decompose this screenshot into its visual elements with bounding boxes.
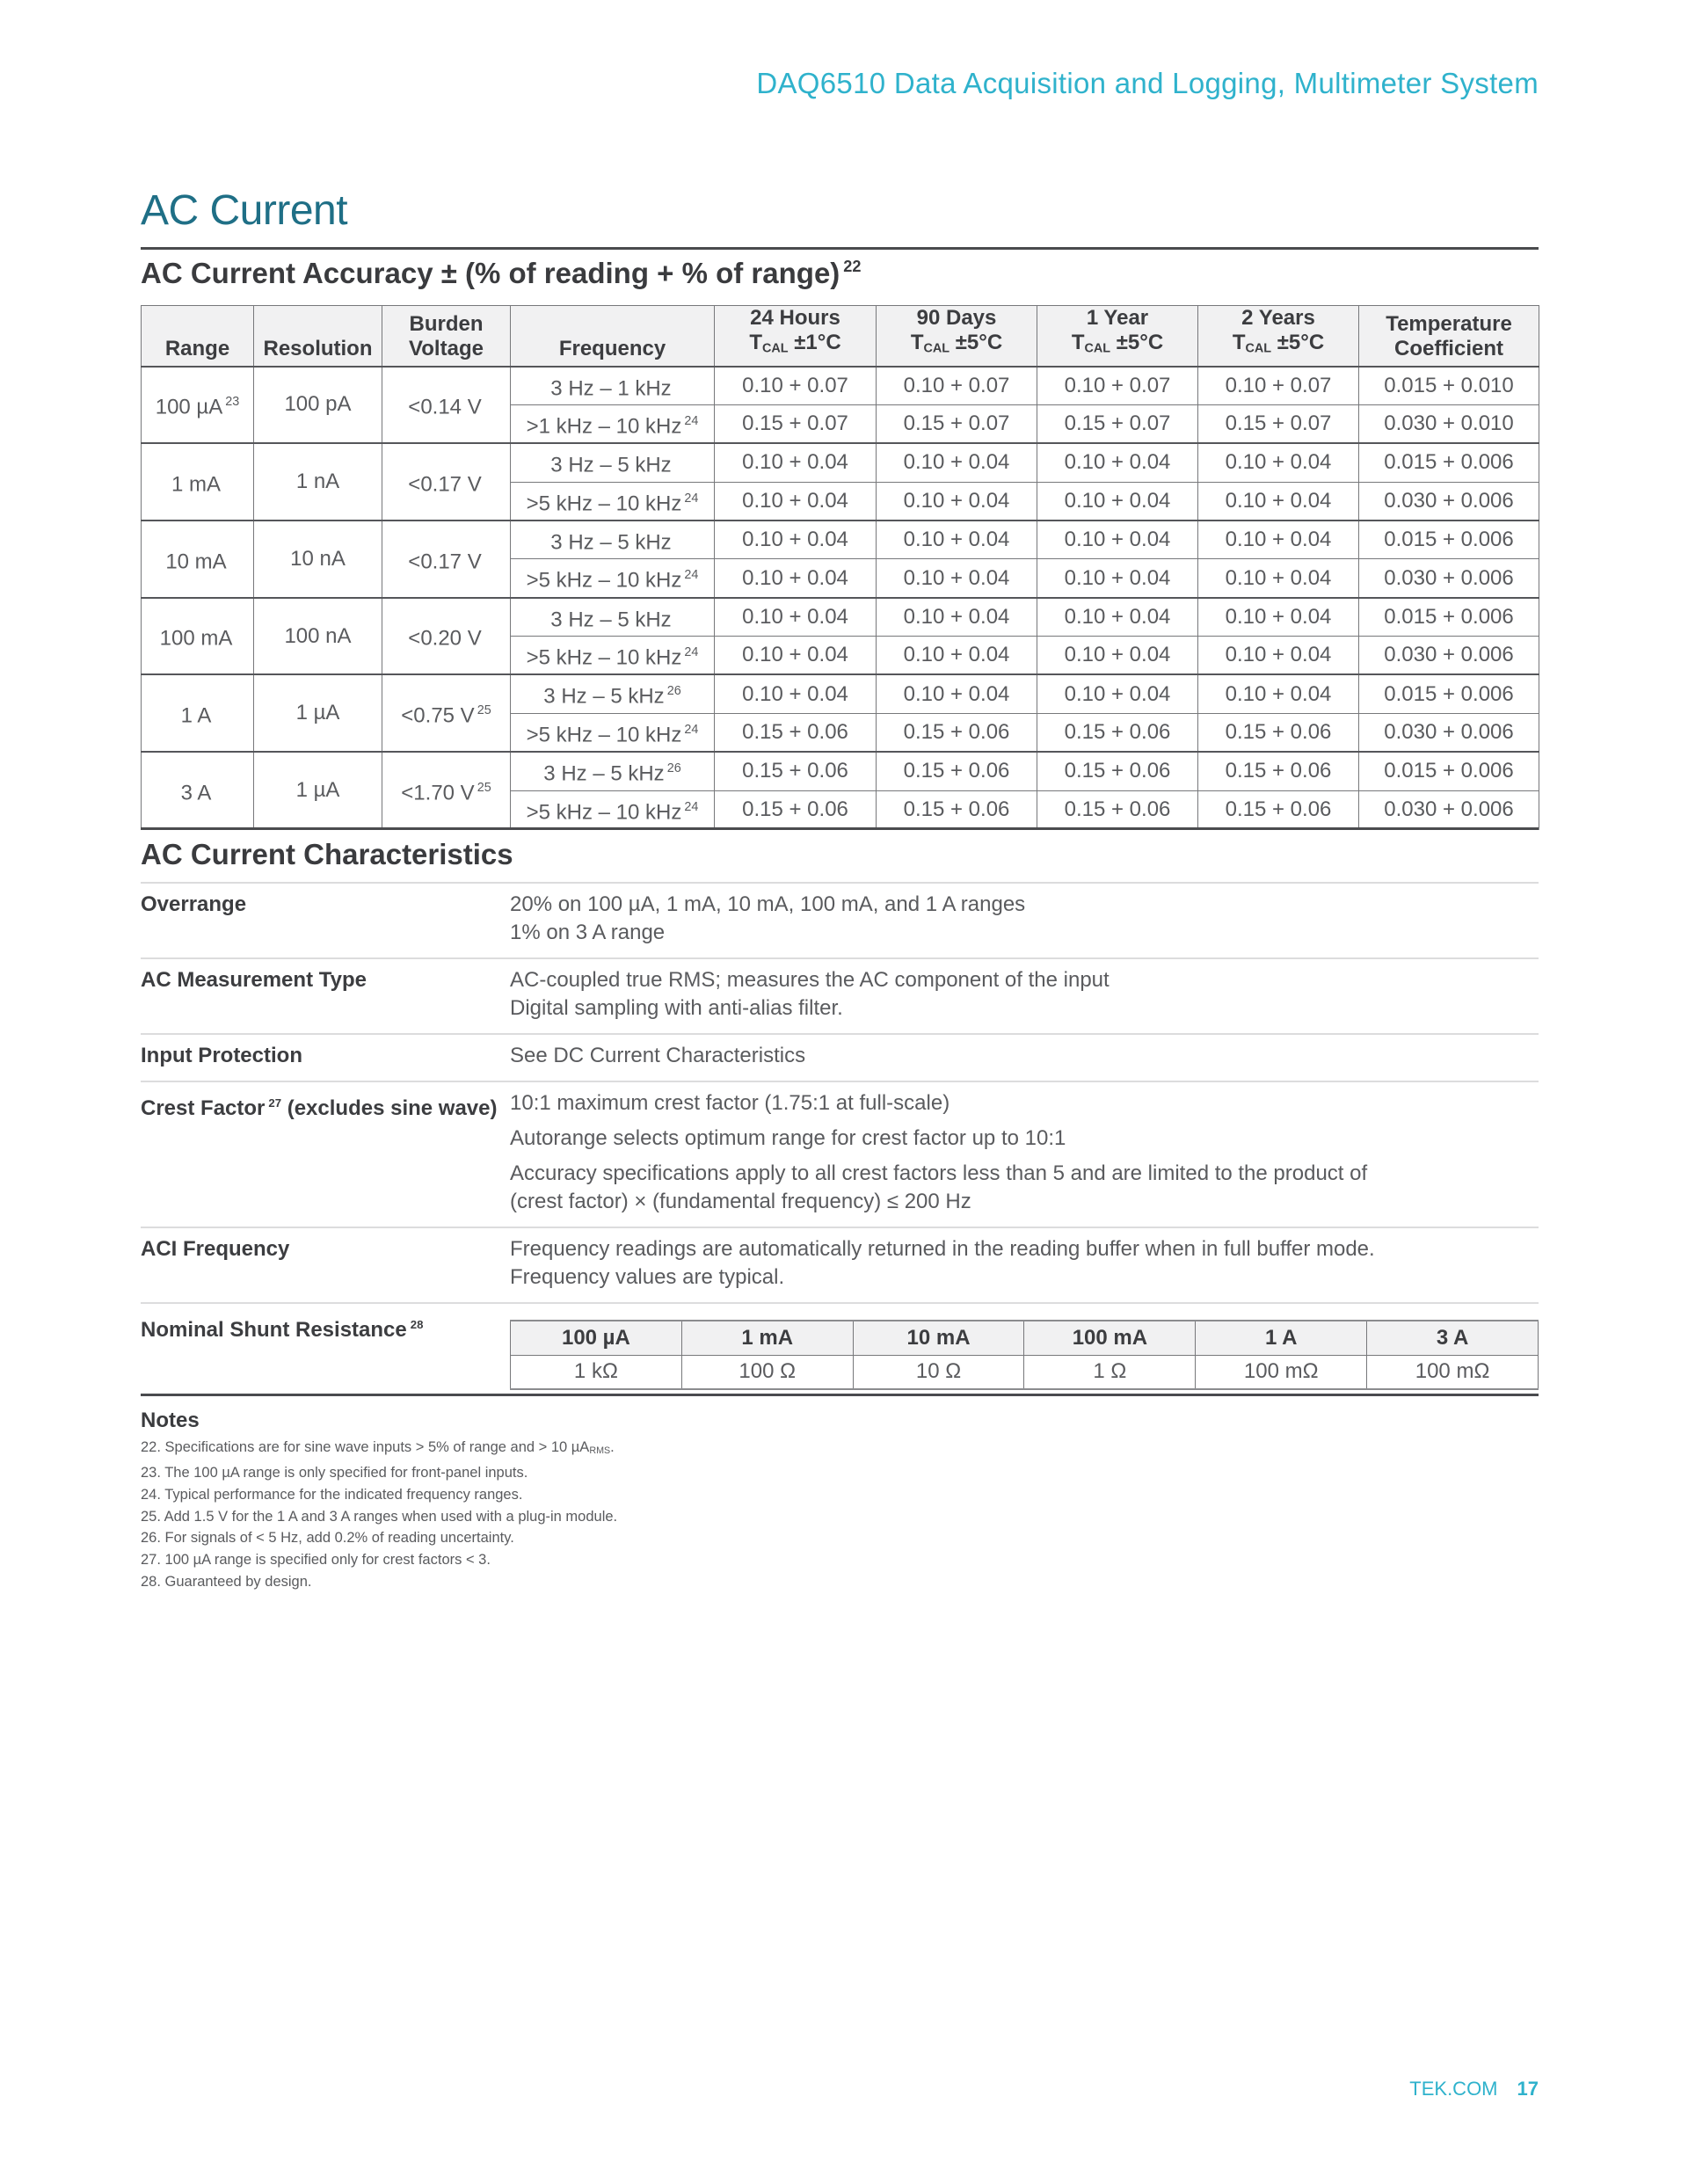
accuracy-1y-cell: 0.15 + 0.07 [1037, 404, 1198, 443]
shunt-header-cell: 3 A [1367, 1321, 1539, 1355]
burden-cell: <0.17 V [382, 443, 511, 521]
range-cell: 1 mA [142, 443, 254, 521]
note-item: 28. Guaranteed by design. [141, 1573, 312, 1590]
spec-value: Frequency readings are automatically returned in the reading buffer when in full buffer mode. Frequency values are typical. [510, 1237, 1375, 1289]
accuracy-24h-cell: 0.10 + 0.04 [715, 637, 877, 675]
temp-coeff-cell: 0.015 + 0.006 [1359, 443, 1539, 482]
notes-title: Notes [141, 1409, 200, 1432]
divider [141, 827, 1539, 830]
accuracy-1y-cell: 0.10 + 0.04 [1037, 598, 1198, 637]
col-1-year: 1 Year $T_{CAL} \pm 5^\circ C$ [1037, 306, 1198, 367]
accuracy-2y-cell: 0.15 + 0.06 [1198, 713, 1359, 752]
col-range: Range [142, 306, 254, 367]
spec-value: See DC Current Characteristics [510, 1044, 806, 1067]
spec-row-ac-measurement-type [141, 957, 1539, 1033]
table-row [142, 598, 1539, 637]
accuracy-24h-cell: 0.10 + 0.04 [715, 674, 877, 713]
burden-cell: <0.17 V [382, 521, 511, 598]
spec-row-overrange [141, 882, 1539, 957]
col-2-years: 2 Years $T_{CAL} \pm 5^\circ C$ [1198, 306, 1359, 367]
accuracy-1y-cell: 0.10 + 0.04 [1037, 674, 1198, 713]
resolution-cell: 1 µA [254, 752, 382, 829]
spec-label: Crest Factor $^{27}$ (excludes sine wave) [141, 1096, 498, 1121]
resolution-cell: 100 pA [254, 367, 382, 444]
table-row [142, 521, 1539, 559]
page-footer [1409, 2078, 1539, 2100]
frequency-cell: 3 Hz – 5 kHz [511, 443, 715, 482]
temp-coeff-cell: 0.015 + 0.006 [1359, 752, 1539, 790]
temp-coeff-cell: 0.030 + 0.006 [1359, 559, 1539, 598]
note-item: 25. Add 1.5 V for the 1 A and 3 A ranges when used with a plug-in module. [141, 1508, 618, 1525]
note-item: 26. For signals of < 5 Hz, add 0.2% of reading uncertainty. [141, 1530, 514, 1547]
spec-row-crest-factor [141, 1081, 1539, 1227]
col-90-days: 90 Days $T_{CAL} \pm 5^\circ C$ [877, 306, 1037, 367]
range-cell: 3 A [142, 752, 254, 829]
accuracy-90d-cell: 0.10 + 0.04 [877, 482, 1037, 521]
col-resolution: Resolution [254, 306, 382, 367]
shunt-header-cell: 100 mA [1024, 1321, 1196, 1355]
note-item: 23. The 100 µA range is only specified for front-panel inputs. [141, 1464, 528, 1481]
spec-label: Overrange [141, 892, 247, 916]
accuracy-24h-cell: 0.10 + 0.04 [715, 443, 877, 482]
shunt-value-cell: 100 mΩ [1196, 1355, 1367, 1389]
spec-value [510, 1311, 1539, 1390]
spec-value: 10:1 maximum crest factor (1.75:1 at full-scale) Autorange selects optimum range for crest factor up to 10:1 Accuracy specifications apply to all crest factors less than 5 and are limited to the product of (crest factor) × (fundamental frequency) ≤ 200 Hz [510, 1091, 1368, 1213]
frequency-cell: >1 kHz – 10 kHz $^{24}$ [511, 404, 715, 443]
resolution-cell: 1 nA [254, 443, 382, 521]
frequency-cell: 3 Hz – 5 kHz $^{26}$ [511, 674, 715, 713]
temp-coeff-cell: 0.030 + 0.006 [1359, 637, 1539, 675]
spec-value: AC-coupled true RMS; measures the AC component of the input Digital sampling with anti-alias filter. [510, 968, 1110, 1020]
spec-row-aci-frequency [141, 1227, 1539, 1302]
accuracy-1y-cell: 0.15 + 0.06 [1037, 790, 1198, 829]
accuracy-24h-cell: 0.15 + 0.07 [715, 404, 877, 443]
frequency-cell: 3 Hz – 1 kHz [511, 367, 715, 405]
frequency-cell: >5 kHz – 10 kHz $^{24}$ [511, 559, 715, 598]
characteristics-title: AC Current Characteristics [141, 838, 513, 870]
shunt-value-cell: 10 Ω [853, 1355, 1024, 1389]
site-link[interactable]: TEK.COM [1409, 2078, 1498, 2100]
ac-current-accuracy-table [141, 305, 1539, 830]
resolution-cell: 10 nA [254, 521, 382, 598]
accuracy-2y-cell: 0.10 + 0.04 [1198, 521, 1359, 559]
temp-coeff-cell: 0.015 + 0.006 [1359, 598, 1539, 637]
accuracy-2y-cell: 0.15 + 0.07 [1198, 404, 1359, 443]
accuracy-1y-cell: 0.15 + 0.06 [1037, 713, 1198, 752]
spec-value: 20% on 100 µA, 1 mA, 10 mA, 100 mA, and 1 A ranges 1% on 3 A range [510, 892, 1026, 944]
running-header: DAQ6510 Data Acquisition and Logging, Multimeter System [756, 67, 1539, 99]
accuracy-90d-cell: 0.10 + 0.04 [877, 637, 1037, 675]
accuracy-2y-cell: 0.10 + 0.04 [1198, 637, 1359, 675]
shunt-header-cell: 1 A [1196, 1321, 1367, 1355]
accuracy-2y-cell: 0.15 + 0.06 [1198, 790, 1359, 829]
accuracy-table-body [142, 367, 1539, 829]
accuracy-24h-cell: 0.15 + 0.06 [715, 752, 877, 790]
col-burden-voltage: Burden Voltage [382, 306, 511, 367]
accuracy-90d-cell: 0.10 + 0.04 [877, 674, 1037, 713]
shunt-value-cell: 1 Ω [1024, 1355, 1196, 1389]
temp-coeff-cell: 0.030 + 0.006 [1359, 790, 1539, 829]
page-title: AC Current [141, 187, 348, 234]
table-header-row [142, 306, 1539, 367]
shunt-value-cell: 100 Ω [681, 1355, 853, 1389]
accuracy-1y-cell: 0.10 + 0.04 [1037, 637, 1198, 675]
burden-cell: <0.14 V [382, 367, 511, 444]
accuracy-2y-cell: 0.10 + 0.07 [1198, 367, 1359, 405]
accuracy-1y-cell: 0.10 + 0.04 [1037, 443, 1198, 482]
page-number: 17 [1517, 2078, 1539, 2100]
table-row [142, 752, 1539, 790]
notes-section [141, 1409, 617, 1593]
accuracy-table-title: AC Current Accuracy ± (% of reading + % of range) $^{22}$ [141, 257, 862, 289]
spec-row-nominal-shunt-resistance [141, 1302, 1539, 1404]
table-row [511, 1355, 1539, 1389]
frequency-cell: >5 kHz – 10 kHz $^{24}$ [511, 790, 715, 829]
range-cell: 100 mA [142, 598, 254, 675]
frequency-cell: >5 kHz – 10 kHz $^{24}$ [511, 637, 715, 675]
divider [141, 247, 1539, 250]
accuracy-90d-cell: 0.10 + 0.07 [877, 367, 1037, 405]
shunt-value-cell: 100 mΩ [1367, 1355, 1539, 1389]
shunt-value-cell: 1 kΩ [511, 1355, 682, 1389]
accuracy-2y-cell: 0.10 + 0.04 [1198, 443, 1359, 482]
note-item: 24. Typical performance for the indicated frequency ranges. [141, 1486, 523, 1503]
accuracy-2y-cell: 0.10 + 0.04 [1198, 559, 1359, 598]
table-row [142, 443, 1539, 482]
accuracy-90d-cell: 0.10 + 0.04 [877, 521, 1037, 559]
resolution-cell: 100 nA [254, 598, 382, 675]
frequency-cell: >5 kHz – 10 kHz $^{24}$ [511, 482, 715, 521]
temp-coeff-cell: 0.015 + 0.006 [1359, 521, 1539, 559]
accuracy-90d-cell: 0.15 + 0.06 [877, 790, 1037, 829]
table-row [142, 674, 1539, 713]
accuracy-90d-cell: 0.15 + 0.06 [877, 713, 1037, 752]
accuracy-1y-cell: 0.10 + 0.04 [1037, 482, 1198, 521]
accuracy-24h-cell: 0.15 + 0.06 [715, 790, 877, 829]
col-frequency: Frequency [511, 306, 715, 367]
spec-label: AC Measurement Type [141, 968, 367, 992]
table-row [142, 367, 1539, 405]
accuracy-90d-cell: 0.10 + 0.04 [877, 443, 1037, 482]
accuracy-90d-cell: 0.15 + 0.07 [877, 404, 1037, 443]
frequency-cell: 3 Hz – 5 kHz [511, 521, 715, 559]
accuracy-1y-cell: 0.10 + 0.07 [1037, 367, 1198, 405]
burden-cell: <1.70 V $^{25}$ [382, 752, 511, 829]
resolution-cell: 1 µA [254, 674, 382, 752]
accuracy-2y-cell: 0.15 + 0.06 [1198, 752, 1359, 790]
shunt-header-cell: 1 mA [681, 1321, 853, 1355]
accuracy-1y-cell: 0.15 + 0.06 [1037, 752, 1198, 790]
burden-cell: <0.75 V $^{25}$ [382, 674, 511, 752]
spec-label: Input Protection [141, 1044, 302, 1067]
frequency-cell: >5 kHz – 10 kHz $^{24}$ [511, 713, 715, 752]
accuracy-90d-cell: 0.10 + 0.04 [877, 559, 1037, 598]
accuracy-24h-cell: 0.10 + 0.04 [715, 559, 877, 598]
temp-coeff-cell: 0.030 + 0.010 [1359, 404, 1539, 443]
characteristics-list [141, 882, 1539, 1404]
col-temperature-coefficient: Temperature Coefficient [1359, 306, 1539, 367]
burden-cell: <0.20 V [382, 598, 511, 675]
notes-list [141, 1437, 617, 1593]
frequency-cell: 3 Hz – 5 kHz [511, 598, 715, 637]
accuracy-24h-cell: 0.10 + 0.04 [715, 482, 877, 521]
divider [141, 1394, 1539, 1396]
accuracy-2y-cell: 0.10 + 0.04 [1198, 674, 1359, 713]
spec-row-input-protection [141, 1033, 1539, 1081]
temp-coeff-cell: 0.030 + 0.006 [1359, 482, 1539, 521]
shunt-resistance-table [510, 1320, 1539, 1390]
accuracy-24h-cell: 0.10 + 0.04 [715, 521, 877, 559]
accuracy-24h-cell: 0.10 + 0.04 [715, 598, 877, 637]
temp-coeff-cell: 0.015 + 0.006 [1359, 674, 1539, 713]
accuracy-90d-cell: 0.10 + 0.04 [877, 598, 1037, 637]
shunt-header-cell: 10 mA [853, 1321, 1024, 1355]
frequency-cell: 3 Hz – 5 kHz $^{26}$ [511, 752, 715, 790]
accuracy-90d-cell: 0.15 + 0.06 [877, 752, 1037, 790]
accuracy-24h-cell: 0.15 + 0.06 [715, 713, 877, 752]
spec-label: Nominal Shunt Resistance $^{28}$ [141, 1318, 424, 1343]
range-cell: 100 µA $^{23}$ [142, 367, 254, 444]
col-24-hours: 24 Hours $T_{CAL} \pm 1^\circ C$ [715, 306, 877, 367]
accuracy-1y-cell: 0.10 + 0.04 [1037, 521, 1198, 559]
temp-coeff-cell: 0.015 + 0.010 [1359, 367, 1539, 405]
note-item: 22. Specifications are for sine wave inputs > 5% of range and > 10 µA$_{RMS}$. [141, 1439, 615, 1457]
note-item: 27. 100 µA range is specified only for crest factors < 3. [141, 1552, 491, 1569]
accuracy-1y-cell: 0.10 + 0.04 [1037, 559, 1198, 598]
accuracy-24h-cell: 0.10 + 0.07 [715, 367, 877, 405]
accuracy-2y-cell: 0.10 + 0.04 [1198, 482, 1359, 521]
accuracy-2y-cell: 0.10 + 0.04 [1198, 598, 1359, 637]
temp-coeff-cell: 0.030 + 0.006 [1359, 713, 1539, 752]
spec-label: ACI Frequency [141, 1237, 290, 1261]
table-header-row [511, 1321, 1539, 1355]
footnote-ref: 22 [843, 258, 862, 276]
range-cell: 10 mA [142, 521, 254, 598]
range-cell: 1 A [142, 674, 254, 752]
shunt-header-cell: 100 µA [511, 1321, 682, 1355]
